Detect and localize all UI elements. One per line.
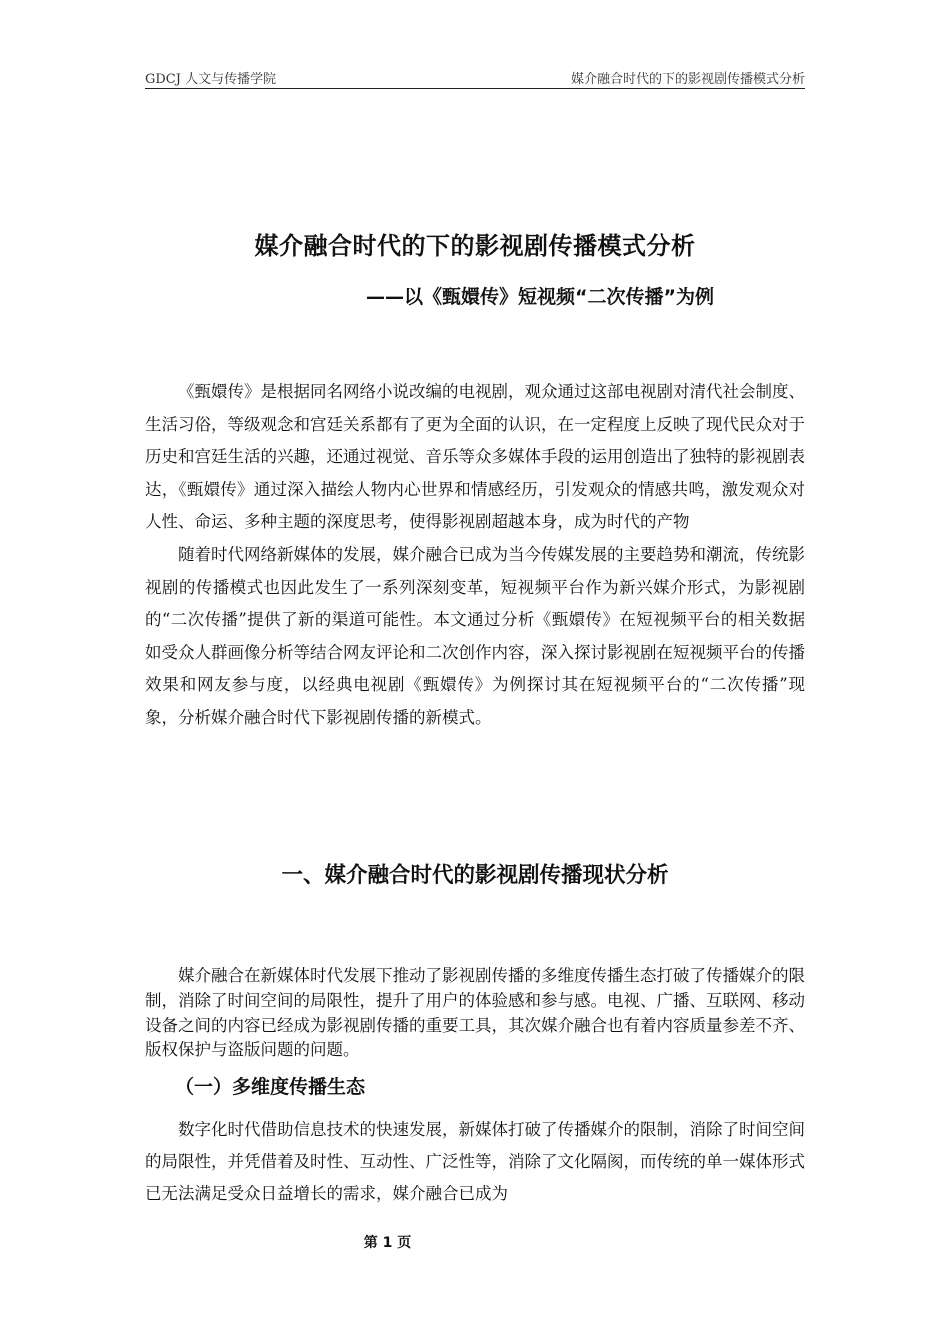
header-right-text: 媒介融合时代的下的影视剧传播模式分析	[570, 72, 805, 87]
header-left-text: GDCJ 人文与传播学院	[145, 72, 277, 87]
document-title: 媒介融合时代的下的影视剧传播模式分析	[254, 232, 696, 260]
section-heading: 一、媒介融合时代的影视剧传播现状分析	[281, 863, 669, 888]
section-body	[145, 964, 805, 1063]
subsection-body	[145, 1114, 805, 1210]
intro-paragraph-2: 随着时代网络新媒体的发展，媒介融合已成为当今传媒发展的主要趋势和潮流，传统影视剧的传播模式也因此发生了一系列深刻变革，短视频平台作为新兴媒介形式，为影视剧的“二次传播”提供了新的渠道可能性。本文通过分析《甄嬛传》在短视频平台的相关数据如受众人群画像分析等结合网友评论和二次创作内容，深入探讨影视剧在短视频平台的传播效果和网友参与度，以经典电视剧《甄嬛传》为例探讨其在短视频平台的“二次传播”现象，分析媒介融合时代下影视剧传播的新模式。	[145, 544, 805, 727]
intro-paragraph-1: 《甄嬛传》是根据同名网络小说改编的电视剧，观众通过这部电视剧对清代社会制度、生活习俗，等级观念和宫廷关系都有了更为全面的认识，在一定程度上反映了现代民众对于历史和宫廷生活的兴趣，还通过视觉、音乐等众多媒体手段的运用创造出了独特的影视剧表达，《甄嬛传》通过深入描绘人物内心世界和情感经历，引发观众的情感共鸣，激发观众对人性、命运、多种主题的深度思考，使得影视剧超越本身，成为时代的产物	[145, 382, 805, 532]
page-number: 第 1 页	[363, 1235, 412, 1251]
subsection-heading: （一）多维度传播生态	[175, 1076, 366, 1098]
subsection-paragraph: 数字化时代借助信息技术的快速发展，新媒体打破了传播媒介的限制，消除了时间空间的局限性，并凭借着及时性、互动性、广泛性等，消除了文化隔阂，而传统的单一媒体形式已无法满足受众日益增长的需求，媒介融合已成为	[145, 1120, 805, 1203]
document-subtitle: ——以《甄嬛传》短视频“二次传播”为例	[366, 286, 714, 308]
intro-section	[145, 376, 805, 735]
page-header	[145, 66, 805, 89]
section-paragraph: 媒介融合在新媒体时代发展下推动了影视剧传播的多维度传播生态打破了传播媒介的限制，消除了时间空间的局限性，提升了用户的体验感和参与感。电视、广播、互联网、移动设备之间的内容已经成为影视剧传播的重要工具，其次媒介融合也有着内容质量参差不齐、版权保护与盗版问题的问题。	[145, 966, 805, 1060]
